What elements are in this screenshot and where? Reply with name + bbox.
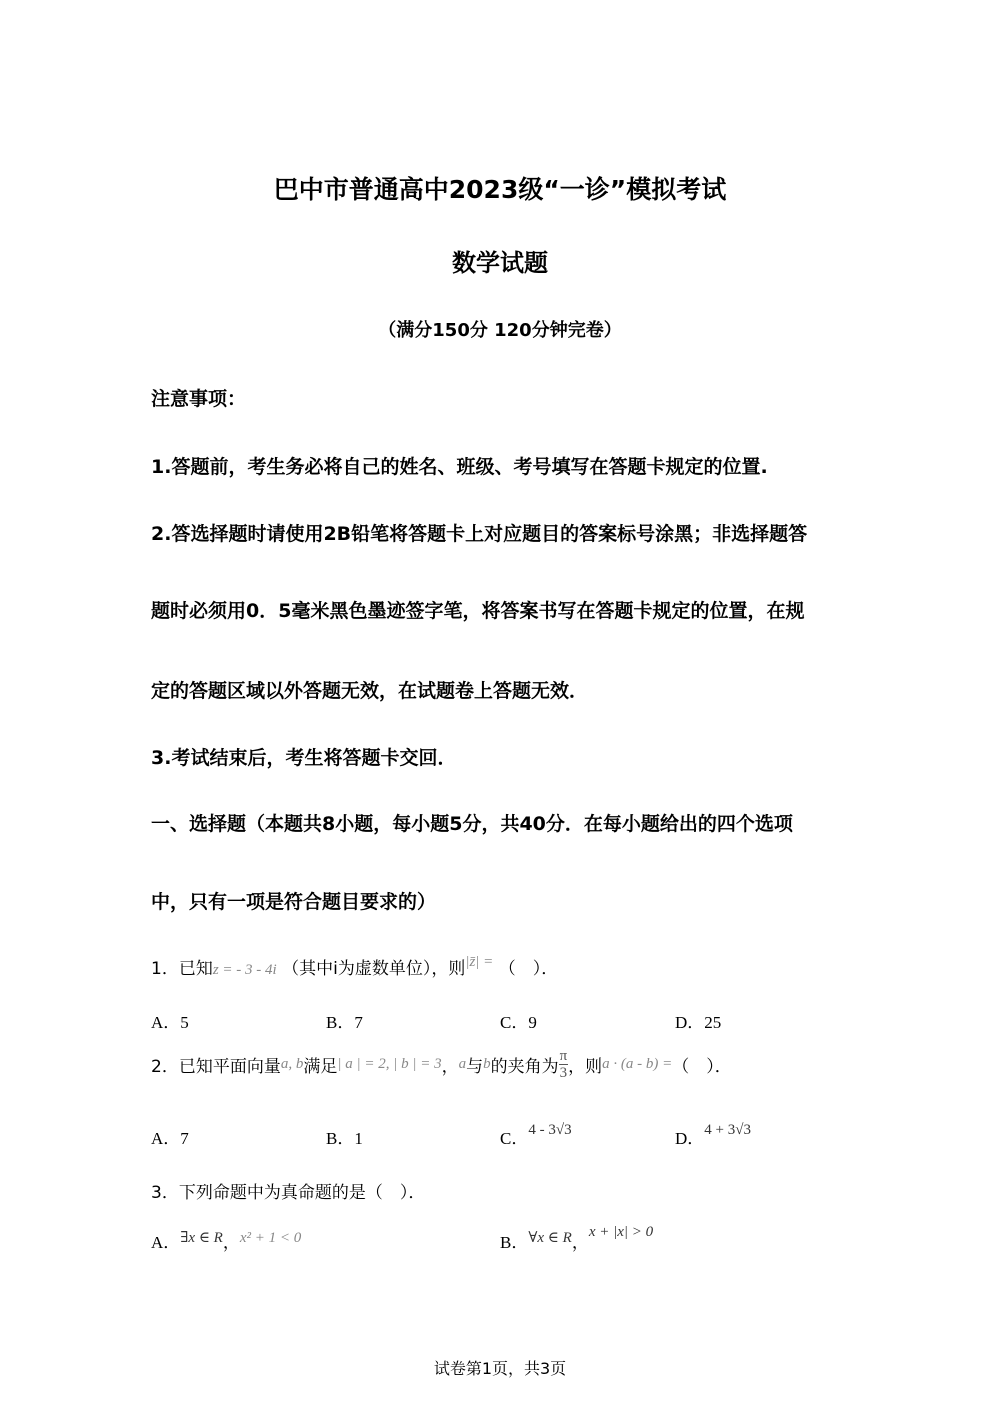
q2-prefix: 2．已知平面向量 [151, 1057, 281, 1077]
question-3-stem: 3．下列命题中为真命题的是（ ）． [151, 1183, 426, 1203]
q1-suffix: （ ）． [498, 959, 559, 979]
notice-item-2-line-1: 2.答选择题时请使用2B铅笔将答题卡上对应题目的答案标号涂黑；非选择题答 [151, 523, 808, 545]
section-1-heading-line-1: 一、选择题（本题共8小题，每小题5分，共40分．在每小题给出的四个选项 [151, 813, 793, 835]
q2-vector-b: b [483, 1056, 491, 1072]
q1-expression: z = - 3 - 4i [212, 962, 277, 978]
q2-angle-text: 的夹角为 [490, 1057, 559, 1077]
q2-suffix: （ ）． [672, 1057, 732, 1077]
q1-middle: （其中i为虚数单位），则 [282, 959, 466, 979]
q2-then-text: ，则 [568, 1057, 603, 1077]
page-footer: 试卷第1页，共3页 [433, 1359, 567, 1378]
q2-satisfy-text: 满足 [303, 1057, 338, 1077]
exam-title: 巴中市普通高中2023级“一诊”模拟考试 [273, 175, 727, 204]
exam-meta: （满分150分 120分钟完卷） [378, 320, 622, 341]
q1-prefix: 1．已知 [151, 959, 213, 979]
q2-option-d: D．4 + 3√3 [675, 1122, 751, 1148]
q3-option-b: B．∀x ∈ R，x + |x| > 0 [500, 1224, 654, 1253]
q1-modulus-expression: |z̄| = [465, 954, 494, 970]
q1-option-b: B．7 [326, 1013, 363, 1032]
notice-item-1: 1.答题前，考生务必将自己的姓名、班级、考号填写在答题卡规定的位置. [151, 456, 768, 478]
q2-option-a: A．7 [151, 1129, 189, 1148]
exam-subtitle: 数学试题 [452, 249, 548, 277]
q2-and-text: 与 [466, 1057, 484, 1077]
notice-heading: 注意事项： [151, 388, 247, 410]
q2-expression: a · (a - b) = [602, 1056, 673, 1072]
q2-separator: ， [441, 1057, 459, 1077]
q2-option-b: B．1 [326, 1129, 363, 1148]
question-1-stem [151, 954, 558, 979]
notice-item-2-line-3: 定的答题区域以外答题无效，在试题卷上答题无效． [151, 680, 589, 702]
q2-vector-a: a [458, 1056, 467, 1072]
q1-option-c: C．9 [500, 1013, 537, 1032]
notice-item-3: 3.考试结束后，考生将答题卡交回． [151, 747, 457, 769]
q1-option-a: A．5 [151, 1013, 189, 1032]
notice-item-2-line-2: 题时必须用0．5毫米黑色墨迹签字笔，将答案书写在答题卡规定的位置，在规 [151, 600, 805, 622]
q2-condition: | a | = 2, | b | = 3 [337, 1056, 442, 1072]
question-2-stem [151, 1048, 732, 1081]
q1-option-d: D．25 [675, 1013, 722, 1032]
q2-option-c: C．4 - 3√3 [500, 1122, 572, 1148]
section-1-heading-line-2: 中，只有一项是符合题目要求的） [151, 891, 437, 913]
q2-angle-fraction: $\frac{\pi}{3}$ [559, 1048, 568, 1081]
q3-option-a: A．∃x ∈ R，x² + 1 < 0 [151, 1230, 302, 1253]
q2-vectors: a, b [280, 1056, 304, 1072]
